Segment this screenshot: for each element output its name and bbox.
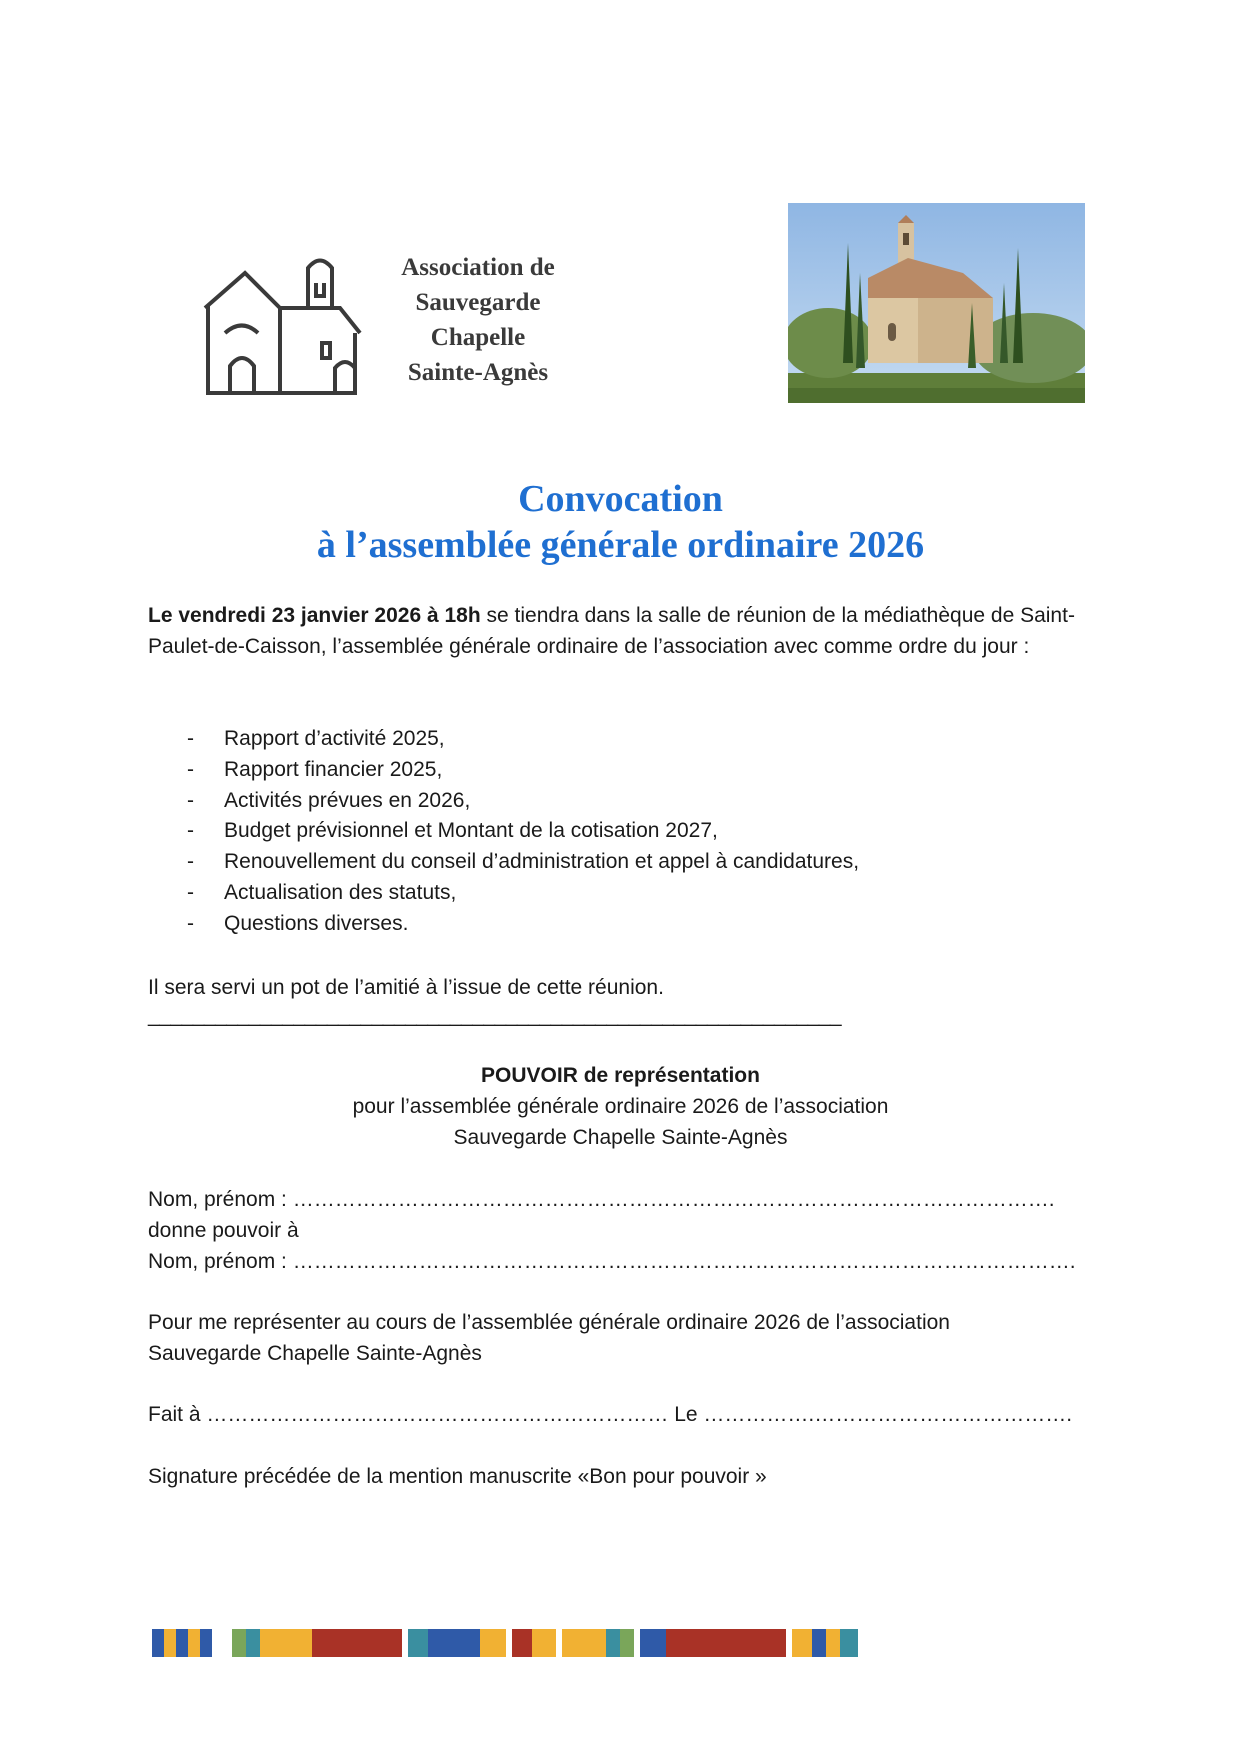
stripe-segment bbox=[812, 1629, 826, 1657]
logo-line-4: Sainte-Agnès bbox=[407, 359, 549, 386]
intro-paragraph bbox=[148, 600, 1088, 662]
stripe-segment bbox=[176, 1629, 188, 1657]
list-item bbox=[148, 755, 859, 786]
decorative-color-stripe bbox=[152, 1629, 858, 1657]
logo-line-2: Sauvegarde bbox=[415, 289, 541, 316]
stripe-segment bbox=[726, 1629, 756, 1657]
represent-text-2: Sauvegarde Chapelle Sainte-Agnès bbox=[148, 1342, 482, 1365]
pot-note: Il sera servi un pot de l’amitié à l’issue de cette réunion. bbox=[148, 976, 664, 999]
chapel-photo bbox=[788, 203, 1085, 403]
stripe-segment bbox=[532, 1629, 556, 1657]
stripe-segment bbox=[164, 1629, 176, 1657]
stripe-segment bbox=[260, 1629, 286, 1657]
agenda-item-text: Budget prévisionnel et Montant de la cotisation 2027, bbox=[224, 819, 718, 843]
agenda-list bbox=[148, 724, 859, 940]
stripe-segment bbox=[512, 1629, 532, 1657]
stripe-segment bbox=[756, 1629, 786, 1657]
agenda-item-text: Renouvellement du conseil d’administration et appel à candidatures, bbox=[224, 850, 860, 874]
list-item bbox=[148, 724, 859, 755]
stripe-segment bbox=[584, 1629, 606, 1657]
bullet-dash: - bbox=[187, 819, 194, 843]
agenda-item-text: Questions diverses. bbox=[224, 911, 409, 935]
separator-line: ______________________________________________________________ bbox=[148, 1004, 842, 1027]
stripe-segment bbox=[454, 1629, 480, 1657]
pouvoir-subtitle-2: Sauvegarde Chapelle Sainte-Agnès bbox=[453, 1126, 788, 1149]
stripe-segment bbox=[696, 1629, 726, 1657]
proxy-name-field[interactable]: Nom, prénom : …………………………………………………………………………………………………. bbox=[148, 1250, 1076, 1273]
stripe-segment bbox=[286, 1629, 312, 1657]
bullet-dash: - bbox=[187, 911, 194, 935]
chapel-drawing-icon bbox=[200, 248, 390, 398]
stripe-segment bbox=[212, 1629, 232, 1657]
stripe-segment bbox=[606, 1629, 620, 1657]
logo-line-3: Chapelle bbox=[430, 324, 526, 351]
agenda-item-text: Rapport financier 2025, bbox=[224, 757, 443, 781]
list-item bbox=[148, 909, 859, 940]
bullet-dash: - bbox=[187, 757, 194, 781]
stripe-segment bbox=[342, 1629, 372, 1657]
stripe-segment bbox=[480, 1629, 506, 1657]
stripe-segment bbox=[246, 1629, 260, 1657]
bullet-dash: - bbox=[187, 880, 194, 904]
list-item bbox=[148, 816, 859, 847]
agenda-item-text: Actualisation des statuts, bbox=[224, 880, 457, 904]
pouvoir-subtitle-1: pour l’assemblée générale ordinaire 2026 de l’association bbox=[352, 1095, 889, 1118]
association-name bbox=[378, 250, 578, 390]
stripe-segment bbox=[200, 1629, 212, 1657]
gives-power-label: donne pouvoir à bbox=[148, 1219, 299, 1242]
stripe-segment bbox=[826, 1629, 840, 1657]
stripe-segment bbox=[428, 1629, 454, 1657]
represent-text-1: Pour me représenter au cours de l’assemblée générale ordinaire 2026 de l’association bbox=[148, 1311, 950, 1334]
agenda-item-text: Rapport d’activité 2025, bbox=[224, 727, 445, 750]
page-title: Convocation bbox=[518, 478, 723, 520]
stripe-segment bbox=[640, 1629, 666, 1657]
list-item bbox=[148, 786, 859, 817]
agenda-item-text: Activités prévues en 2026, bbox=[224, 788, 471, 812]
place-date-field[interactable]: Fait à ………………………………………………………… Le …………….………………………………. bbox=[148, 1403, 1073, 1426]
list-item bbox=[148, 847, 859, 878]
stripe-segment bbox=[232, 1629, 246, 1657]
stripe-segment bbox=[666, 1629, 696, 1657]
bullet-dash: - bbox=[187, 727, 194, 750]
stripe-segment bbox=[840, 1629, 858, 1657]
logo-line-1: Association de bbox=[401, 254, 555, 281]
association-logo bbox=[200, 240, 580, 400]
page-subtitle: à l’assemblée générale ordinaire 2026 bbox=[316, 524, 925, 566]
grantor-name-field[interactable]: Nom, prénom : ………………………………………………………………………………………………. bbox=[148, 1188, 1055, 1211]
bullet-dash: - bbox=[187, 788, 194, 812]
stripe-segment bbox=[372, 1629, 402, 1657]
stripe-segment bbox=[562, 1629, 584, 1657]
bullet-dash: - bbox=[187, 850, 194, 874]
pouvoir-heading: POUVOIR de représentation bbox=[481, 1064, 760, 1087]
stripe-segment bbox=[408, 1629, 428, 1657]
stripe-segment bbox=[620, 1629, 634, 1657]
stripe-segment bbox=[152, 1629, 164, 1657]
stripe-segment bbox=[188, 1629, 200, 1657]
intro-text: se tiendra dans la salle de réunion de la médiathèque de Saint-Paulet-de-Caisson, l’assemblée générale ordinaire de l’association avec comme ordre du jour : bbox=[148, 604, 1075, 658]
stripe-segment bbox=[792, 1629, 812, 1657]
list-item bbox=[148, 878, 859, 909]
stripe-segment bbox=[312, 1629, 342, 1657]
signature-instruction: Signature précédée de la mention manuscrite «Bon pour pouvoir » bbox=[148, 1465, 767, 1488]
meeting-date: Le vendredi 23 janvier 2026 à 18h bbox=[148, 604, 481, 627]
